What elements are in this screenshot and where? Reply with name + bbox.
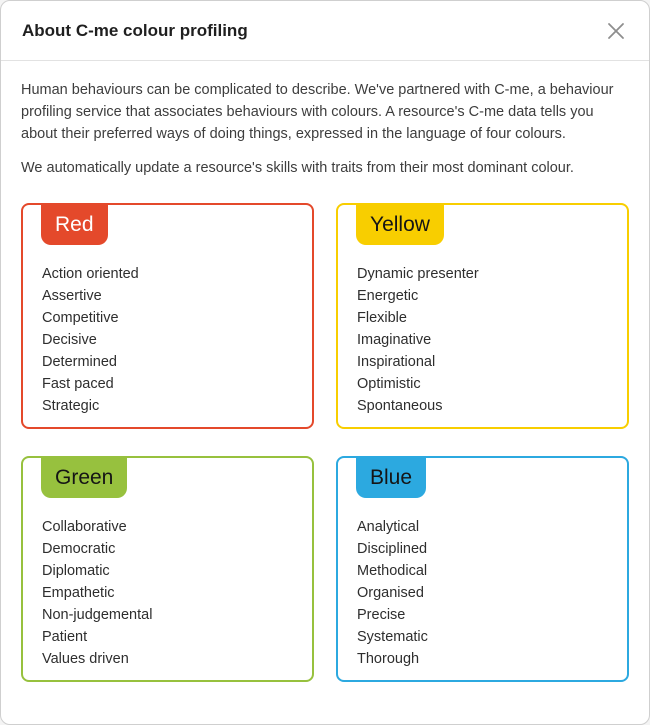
colour-card-green — [21, 456, 314, 682]
colour-card-red — [21, 203, 314, 429]
trait-item: Assertive — [42, 288, 102, 304]
trait-item: Inspirational — [357, 354, 436, 370]
trait-item: Democratic — [42, 541, 116, 557]
trait-item: Values driven — [42, 651, 129, 667]
trait-item: Systematic — [357, 629, 428, 645]
trait-item: Dynamic presenter — [357, 266, 479, 282]
trait-item: Imaginative — [357, 332, 432, 348]
trait-item: Methodical — [357, 563, 428, 579]
dialog-title: About C-me colour profiling — [22, 20, 248, 40]
intro-text — [21, 79, 629, 179]
trait-item: Action oriented — [42, 266, 139, 282]
intro-paragraph-2: We automatically update a resource's skills with traits from their most dominant colour. — [21, 160, 574, 176]
trait-item: Flexible — [357, 310, 407, 326]
trait-item: Thorough — [357, 651, 420, 667]
trait-item: Patient — [42, 629, 88, 645]
trait-item: Organised — [357, 585, 424, 601]
trait-item: Energetic — [357, 288, 419, 304]
colour-card-yellow — [336, 203, 629, 429]
trait-list — [23, 516, 312, 670]
trait-item: Non-judgemental — [42, 607, 153, 623]
colour-badge: Red — [41, 205, 108, 245]
trait-item: Empathetic — [42, 585, 115, 601]
dialog-header — [1, 1, 649, 61]
close-button[interactable] — [602, 17, 630, 45]
trait-item: Fast paced — [42, 376, 114, 392]
colour-badge: Blue — [356, 458, 426, 498]
colour-cards-grid — [21, 203, 629, 682]
trait-item: Optimistic — [357, 376, 421, 392]
colour-badge: Green — [41, 458, 127, 498]
trait-list — [23, 263, 312, 417]
trait-item: Disciplined — [357, 541, 428, 557]
intro-paragraph-1: Human behaviours can be complicated to describe. We've partnered with C-me, a behaviour profiling service that associates behaviours with colours. A resource's C-me data tells you about their preferred ways of doing things, expressed in the language of four colours. — [21, 82, 614, 142]
trait-item: Collaborative — [42, 519, 127, 535]
colour-badge: Yellow — [356, 205, 444, 245]
trait-list — [338, 516, 627, 670]
trait-item: Determined — [42, 354, 117, 370]
trait-item: Analytical — [357, 519, 420, 535]
trait-item: Decisive — [42, 332, 97, 348]
dialog-body — [1, 61, 649, 702]
colour-card-blue — [336, 456, 629, 682]
trait-item: Competitive — [42, 310, 119, 326]
trait-list — [338, 263, 627, 417]
close-icon — [606, 21, 626, 41]
trait-item: Spontaneous — [357, 398, 443, 414]
trait-item: Precise — [357, 607, 406, 623]
trait-item: Diplomatic — [42, 563, 110, 579]
trait-item: Strategic — [42, 398, 100, 414]
